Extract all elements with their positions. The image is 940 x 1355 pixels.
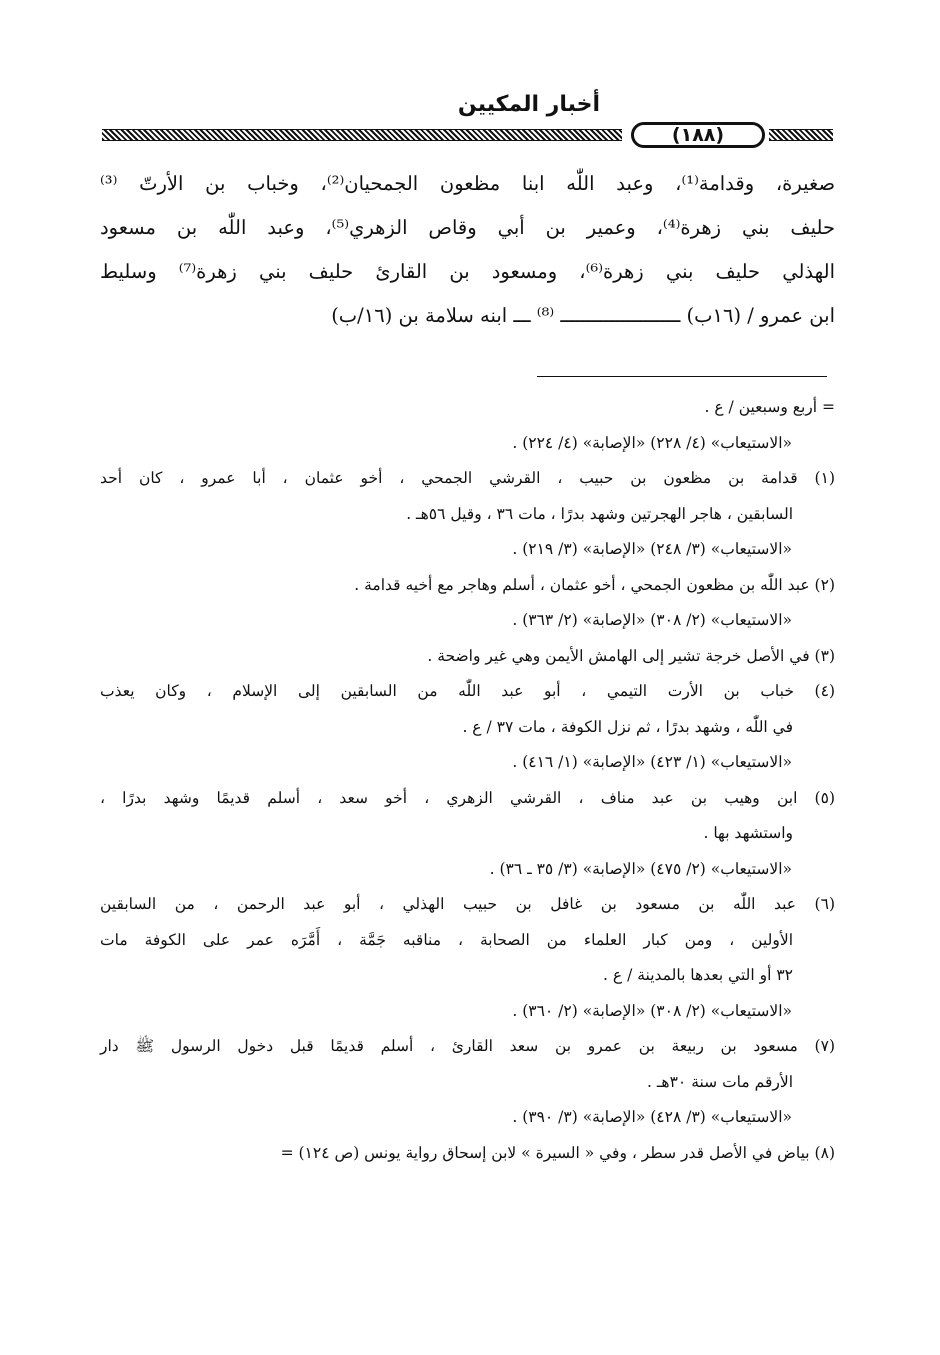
main-text-line: ابن عمرو / (١٦ب) ـــــــــــــــــــــ ⁽⁸⁾ ـــ ابنه سلامة بن (١٦/ب): [331, 304, 835, 327]
footnote-line: (٣) في الأصل خرجة تشير إلى الهامش الأيمن وهي غير واضحة .: [427, 646, 835, 665]
footnote-line: في اللّٰه ، وشهد بدرًا ، ثم نزل الكوفة ، مات ٣٧ / ع .: [462, 717, 793, 736]
footnote-line: (٢) عبد اللّٰه بن مظعون الجمحي ، أخو عثمان ، أسلم وهاجر مع أخيه قدامة .: [354, 575, 835, 594]
footnote-line: (٥) ابن وهيب بن عبد مناف ، القرشي الزهري ، أخو سعد ، أسلم قديمًا وشهد بدرًا ،: [100, 788, 835, 807]
page-number-badge: (١٨٨): [631, 122, 765, 148]
footnote-line: (١) قدامة بن مظعون بن حبيب ، القرشي الجمحي ، أخو عثمان ، أبا عمرو ، كان أحد: [100, 469, 835, 487]
footnote-reference: «الاستيعاب» (٢/ ٤٧٥) «الإصابة» (٣/ ٣٥ ـ ٣٦) .: [489, 859, 792, 878]
footnote-divider: [537, 376, 827, 377]
footnote-line: ٣٢ أو التي بعدها بالمدينة / ع .: [603, 966, 793, 984]
footnote-line: الأرقم مات سنة ٣٠هـ .: [647, 1072, 793, 1091]
main-text-line: الهذلي حليف بني زهرة⁽⁶⁾، ومسعود بن القارئ حليف بني زهرة⁽⁷⁾ وسليط: [100, 260, 836, 283]
running-title: أخبار المكيين: [457, 92, 600, 117]
main-text: [100, 162, 835, 338]
page-header: [100, 88, 835, 148]
header-rule-right: [769, 129, 833, 141]
footnote-line: واستشهد بها .: [703, 824, 793, 842]
footnote-line: الأولين ، ومن كبار العلماء من الصحابة ، مناقبه جَمَّة ، أَمَّرَه عمر على الكوفة مات: [100, 930, 793, 949]
header-rule-left: [102, 129, 622, 141]
footnote-reference: «الاستيعاب» (٢/ ٣٠٨) «الإصابة» (٢/ ٣٦٠) .: [512, 1001, 792, 1020]
main-text-line: حليف بني زهرة⁽⁴⁾، وعمير بن أبي وقاص الزهري⁽⁵⁾، وعبد اللّٰه بن مسعود: [100, 216, 835, 239]
footnote-line: السابقين ، هاجر الهجرتين وشهد بدرًا ، مات ٣٦ ، وقيل ٥٦هـ .: [406, 504, 793, 523]
footnote-reference: «الاستيعاب» (٣/ ٢٤٨) «الإصابة» (٣/ ٢١٩) .: [512, 540, 792, 558]
footnote-reference: «الاستيعاب» (٣/ ٤٢٨) «الإصابة» (٣/ ٣٩٠) .: [512, 1108, 792, 1126]
footnote-line: (٧) مسعود بن ربيعة بن عمرو بن سعد القارئ ، أسلم قديمًا قبل دخول الرسول ﷺ دار: [100, 1037, 835, 1055]
footnote-reference: «الاستيعاب» (١/ ٤٢٣) «الإصابة» (١/ ٤١٦) .: [512, 753, 792, 771]
footnote-line: (٤) خباب بن الأرت التيمي ، أبو عبد اللّٰه من السابقين إلى الإسلام ، وكان يعذب: [100, 682, 835, 700]
footnote-line: = أربع وسبعين / ع .: [704, 398, 835, 416]
footnote-reference: «الاستيعاب» (٤/ ٢٢٨) «الإصابة» (٤/ ٢٢٤) .: [512, 433, 792, 452]
footnote-line: (٨) بياض في الأصل قدر سطر ، وفي « السيرة » لابن إسحاق رواية يونس (ص ١٢٤) =: [280, 1143, 835, 1162]
footnote-reference: «الاستيعاب» (٢/ ٣٠٨) «الإصابة» (٢/ ٣٦٣) .: [512, 611, 792, 629]
footnotes: [100, 390, 835, 1171]
footnote-line: (٦) عبد اللّٰه بن مسعود بن غافل بن حبيب الهذلي ، أبو عبد الرحمن ، من السابقين: [100, 895, 835, 913]
main-text-line: صغيرة، وقدامة⁽¹⁾، وعبد اللّٰه ابنا مظعون الجمحيان⁽²⁾، وخباب بن الأرتّ ⁽³⁾: [100, 172, 835, 195]
